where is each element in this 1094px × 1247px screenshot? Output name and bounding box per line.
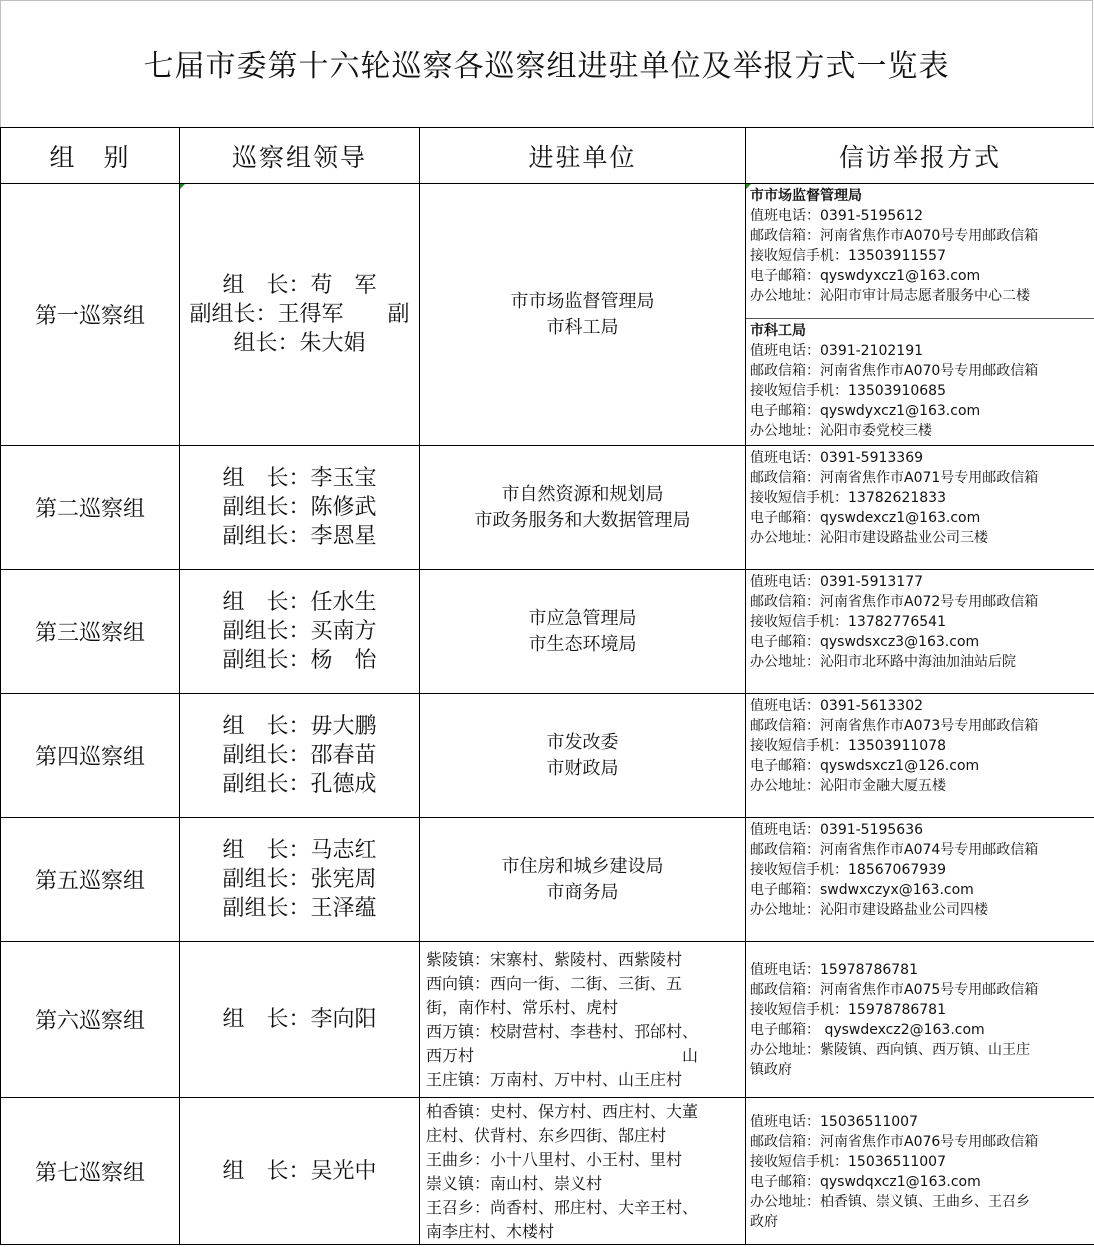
leader-line: 副组长：买南方 (222, 619, 377, 644)
contact-sms: 接收短信手机：13782621833 (750, 490, 946, 506)
contact-email: 电子邮箱：qyswdyxcz1@163.com (750, 268, 981, 284)
leader-line: 副组长：杨 怡 (222, 648, 377, 673)
contact-cell (746, 184, 1094, 319)
leader-line: 副组长：王泽蕴 (222, 896, 377, 921)
unit-line: 市自然资源和规划局 (501, 483, 664, 505)
group-name: 第六巡察组 (1, 942, 180, 1098)
contact-phone: 值班电话：0391-5613302 (750, 698, 924, 714)
header-group: 组 别 (1, 128, 180, 184)
unit-line: 市商务局 (546, 881, 619, 903)
contact-phone: 值班电话：0391-5195612 (750, 208, 924, 224)
contact-mailbox: 邮政信箱：河南省焦作市A075号专用邮政信箱 (750, 982, 1039, 998)
contact-cell (746, 1098, 1094, 1245)
contact-phone: 值班电话：15978786781 (750, 962, 918, 978)
unit-line: 市政务服务和大数据管理局 (474, 509, 691, 531)
table-row (1, 570, 1094, 694)
table-row (1, 694, 1094, 818)
contact-email: 电子邮箱：swdwxczyx@163.com (750, 882, 974, 898)
leaders-cell (180, 694, 420, 818)
table-row (1, 942, 1094, 1098)
contact-sms: 接收短信手机：15978786781 (750, 1002, 946, 1018)
contact-cell (746, 446, 1094, 570)
contact-phone: 值班电话：0391-5913369 (750, 450, 924, 466)
leaders-cell (180, 570, 420, 694)
group-name: 第二巡察组 (1, 446, 180, 570)
unit-line: 市市场监督管理局 (510, 290, 655, 312)
group-name: 第三巡察组 (1, 570, 180, 694)
unit-line: 市住房和城乡建设局 (501, 855, 664, 877)
contact-email: 电子邮箱：qyswdqxcz1@163.com (750, 1174, 981, 1190)
leader-line: 组 长：马志红 (222, 838, 377, 863)
contact-org: 市科工局 (750, 323, 806, 339)
contact-email: 电子邮箱：qyswdyxcz1@163.com (750, 403, 981, 419)
unit-line: 西向镇：西向一街、二街、三街、五 (426, 974, 683, 993)
contact-address: 办公地址：沁阳市北环路中海油加油站后院 (750, 654, 1016, 670)
units-cell (420, 184, 746, 446)
contact-cell (746, 319, 1094, 446)
contact-phone: 值班电话：15036511007 (750, 1114, 918, 1130)
contact-address: 办公地址：沁阳市委党校三楼 (750, 423, 932, 439)
table-row (1, 446, 1094, 570)
contact-cell (746, 818, 1094, 942)
unit-line: 市财政局 (546, 757, 619, 779)
leader-line: 组 长：任水生 (222, 590, 377, 615)
leaders-cell (180, 446, 420, 570)
unit-line: 西万镇：校尉营村、李巷村、邘邰村、 (426, 1022, 699, 1041)
page-title: 七届市委第十六轮巡察各巡察组进驻单位及举报方式一览表 (143, 49, 950, 84)
contact-email: 电子邮箱：qyswdsxcz1@126.com (750, 758, 980, 774)
leader-line: 副组长：邵春苗 (222, 743, 377, 768)
contact-mailbox: 邮政信箱：河南省焦作市A073号专用邮政信箱 (750, 718, 1039, 734)
table-row (1, 184, 1094, 319)
contact-cell (746, 570, 1094, 694)
units-cell (420, 1098, 746, 1245)
contact-address-cont: 政府 (750, 1214, 778, 1230)
leaders-cell (180, 818, 420, 942)
units-cell (420, 942, 746, 1098)
leader-line: 副组长：张宪周 (222, 867, 377, 892)
units-cell (420, 570, 746, 694)
unit-line: 街，南作村、常乐村、虎村 (426, 998, 619, 1017)
units-cell (420, 694, 746, 818)
contact-sms: 接收短信手机：18567067939 (750, 862, 946, 878)
contact-mailbox: 邮政信箱：河南省焦作市A074号专用邮政信箱 (750, 842, 1039, 858)
leader-line: 组长：朱大娟 (233, 331, 366, 356)
unit-line: 市生态环境局 (528, 633, 637, 655)
unit-line: 崇义镇：南山村、崇义村 (426, 1174, 603, 1193)
contact-address: 办公地址：柏香镇、崇义镇、王曲乡、王召乡 (750, 1194, 1030, 1210)
inspection-table (0, 127, 1094, 1245)
unit-line: 市科工局 (546, 316, 619, 338)
units-cell (420, 446, 746, 570)
contact-mailbox: 邮政信箱：河南省焦作市A070号专用邮政信箱 (750, 228, 1039, 244)
unit-line: 王召乡：尚香村、邢庄村、大辛王村、 (426, 1198, 699, 1217)
group-name: 第七巡察组 (1, 1098, 180, 1245)
group-name: 第一巡察组 (1, 184, 180, 446)
leader-line: 组 长：毋大鹏 (222, 714, 377, 739)
title-area (0, 0, 1093, 127)
leader-line: 组 长：吴光中 (222, 1158, 377, 1184)
leader-line: 副组长：陈修武 (222, 495, 377, 520)
leader-line: 副组长：王得军 副 (189, 302, 410, 327)
leader-line: 副组长：孔德成 (222, 772, 377, 797)
contact-address: 办公地址：沁阳市建设路盐业公司四楼 (750, 902, 988, 918)
table-row (1, 1098, 1094, 1245)
unit-line: 西万村 山 (426, 1046, 699, 1065)
contact-phone: 值班电话：0391-2102191 (750, 343, 924, 359)
contact-cell (746, 694, 1094, 818)
contact-sms: 接收短信手机：13503911557 (750, 248, 946, 264)
cell-marker-icon (746, 184, 751, 189)
contact-phone: 值班电话：0391-5195636 (750, 822, 924, 838)
contact-email: 电子邮箱： qyswdexcz2@163.com (750, 1022, 985, 1038)
leaders-cell (180, 942, 420, 1098)
leader-line: 组 长：李向阳 (222, 1007, 377, 1032)
contact-mailbox: 邮政信箱：河南省焦作市A071号专用邮政信箱 (750, 470, 1039, 486)
unit-line: 王曲乡：小十八里村、小王村、里村 (426, 1150, 683, 1169)
group-name: 第四巡察组 (1, 694, 180, 818)
header-leaders: 巡察组领导 (180, 128, 420, 184)
contact-cell (746, 942, 1094, 1098)
unit-line: 市应急管理局 (528, 607, 637, 629)
leader-line: 组 长：李玉宝 (222, 466, 377, 491)
leaders-cell (180, 184, 420, 446)
contact-sms: 接收短信手机：13503911078 (750, 738, 946, 754)
contact-email: 电子邮箱：qyswdexcz1@163.com (750, 510, 981, 526)
unit-line: 庄村、伏背村、东乡四街、郜庄村 (426, 1126, 667, 1145)
unit-line: 紫陵镇：宋寨村、紫陵村、西紫陵村 (426, 950, 683, 969)
header-row (1, 128, 1094, 184)
contact-address: 办公地址：沁阳市审计局志愿者服务中心二楼 (750, 288, 1030, 304)
contact-address: 办公地址：沁阳市建设路盐业公司三楼 (750, 530, 988, 546)
contact-mailbox: 邮政信箱：河南省焦作市A072号专用邮政信箱 (750, 594, 1039, 610)
contact-email: 电子邮箱：qyswdsxcz3@163.com (750, 634, 980, 650)
table-row (1, 818, 1094, 942)
contact-sms: 接收短信手机：13503910685 (750, 383, 946, 399)
contact-sms: 接收短信手机：15036511007 (750, 1154, 946, 1170)
leader-line: 副组长：李恩星 (222, 524, 377, 549)
contact-mailbox: 邮政信箱：河南省焦作市A070号专用邮政信箱 (750, 363, 1039, 379)
unit-line: 南李庄村、木楼村 (426, 1222, 555, 1241)
leaders-cell (180, 1098, 420, 1245)
units-cell (420, 818, 746, 942)
header-units: 进驻单位 (420, 128, 746, 184)
group-name: 第五巡察组 (1, 818, 180, 942)
unit-line: 柏香镇：史村、保方村、西庄村、大董 (426, 1102, 699, 1121)
contact-org: 市市场监督管理局 (750, 188, 862, 204)
contact-sms: 接收短信手机：13782776541 (750, 614, 946, 630)
cell-marker-icon (180, 184, 185, 189)
header-contact: 信访举报方式 (746, 128, 1094, 184)
unit-line: 市发改委 (546, 731, 619, 753)
contact-address: 办公地址：紫陵镇、西向镇、西万镇、山王庄 (750, 1042, 1030, 1058)
unit-line: 王庄镇：万南村、万中村、山王庄村 (426, 1070, 683, 1089)
contact-address-cont: 镇政府 (750, 1062, 792, 1078)
leader-line: 组 长：苟 军 (222, 273, 377, 298)
contact-phone: 值班电话：0391-5913177 (750, 574, 924, 590)
contact-mailbox: 邮政信箱：河南省焦作市A076号专用邮政信箱 (750, 1134, 1039, 1150)
contact-address: 办公地址：沁阳市金融大厦五楼 (750, 778, 946, 794)
